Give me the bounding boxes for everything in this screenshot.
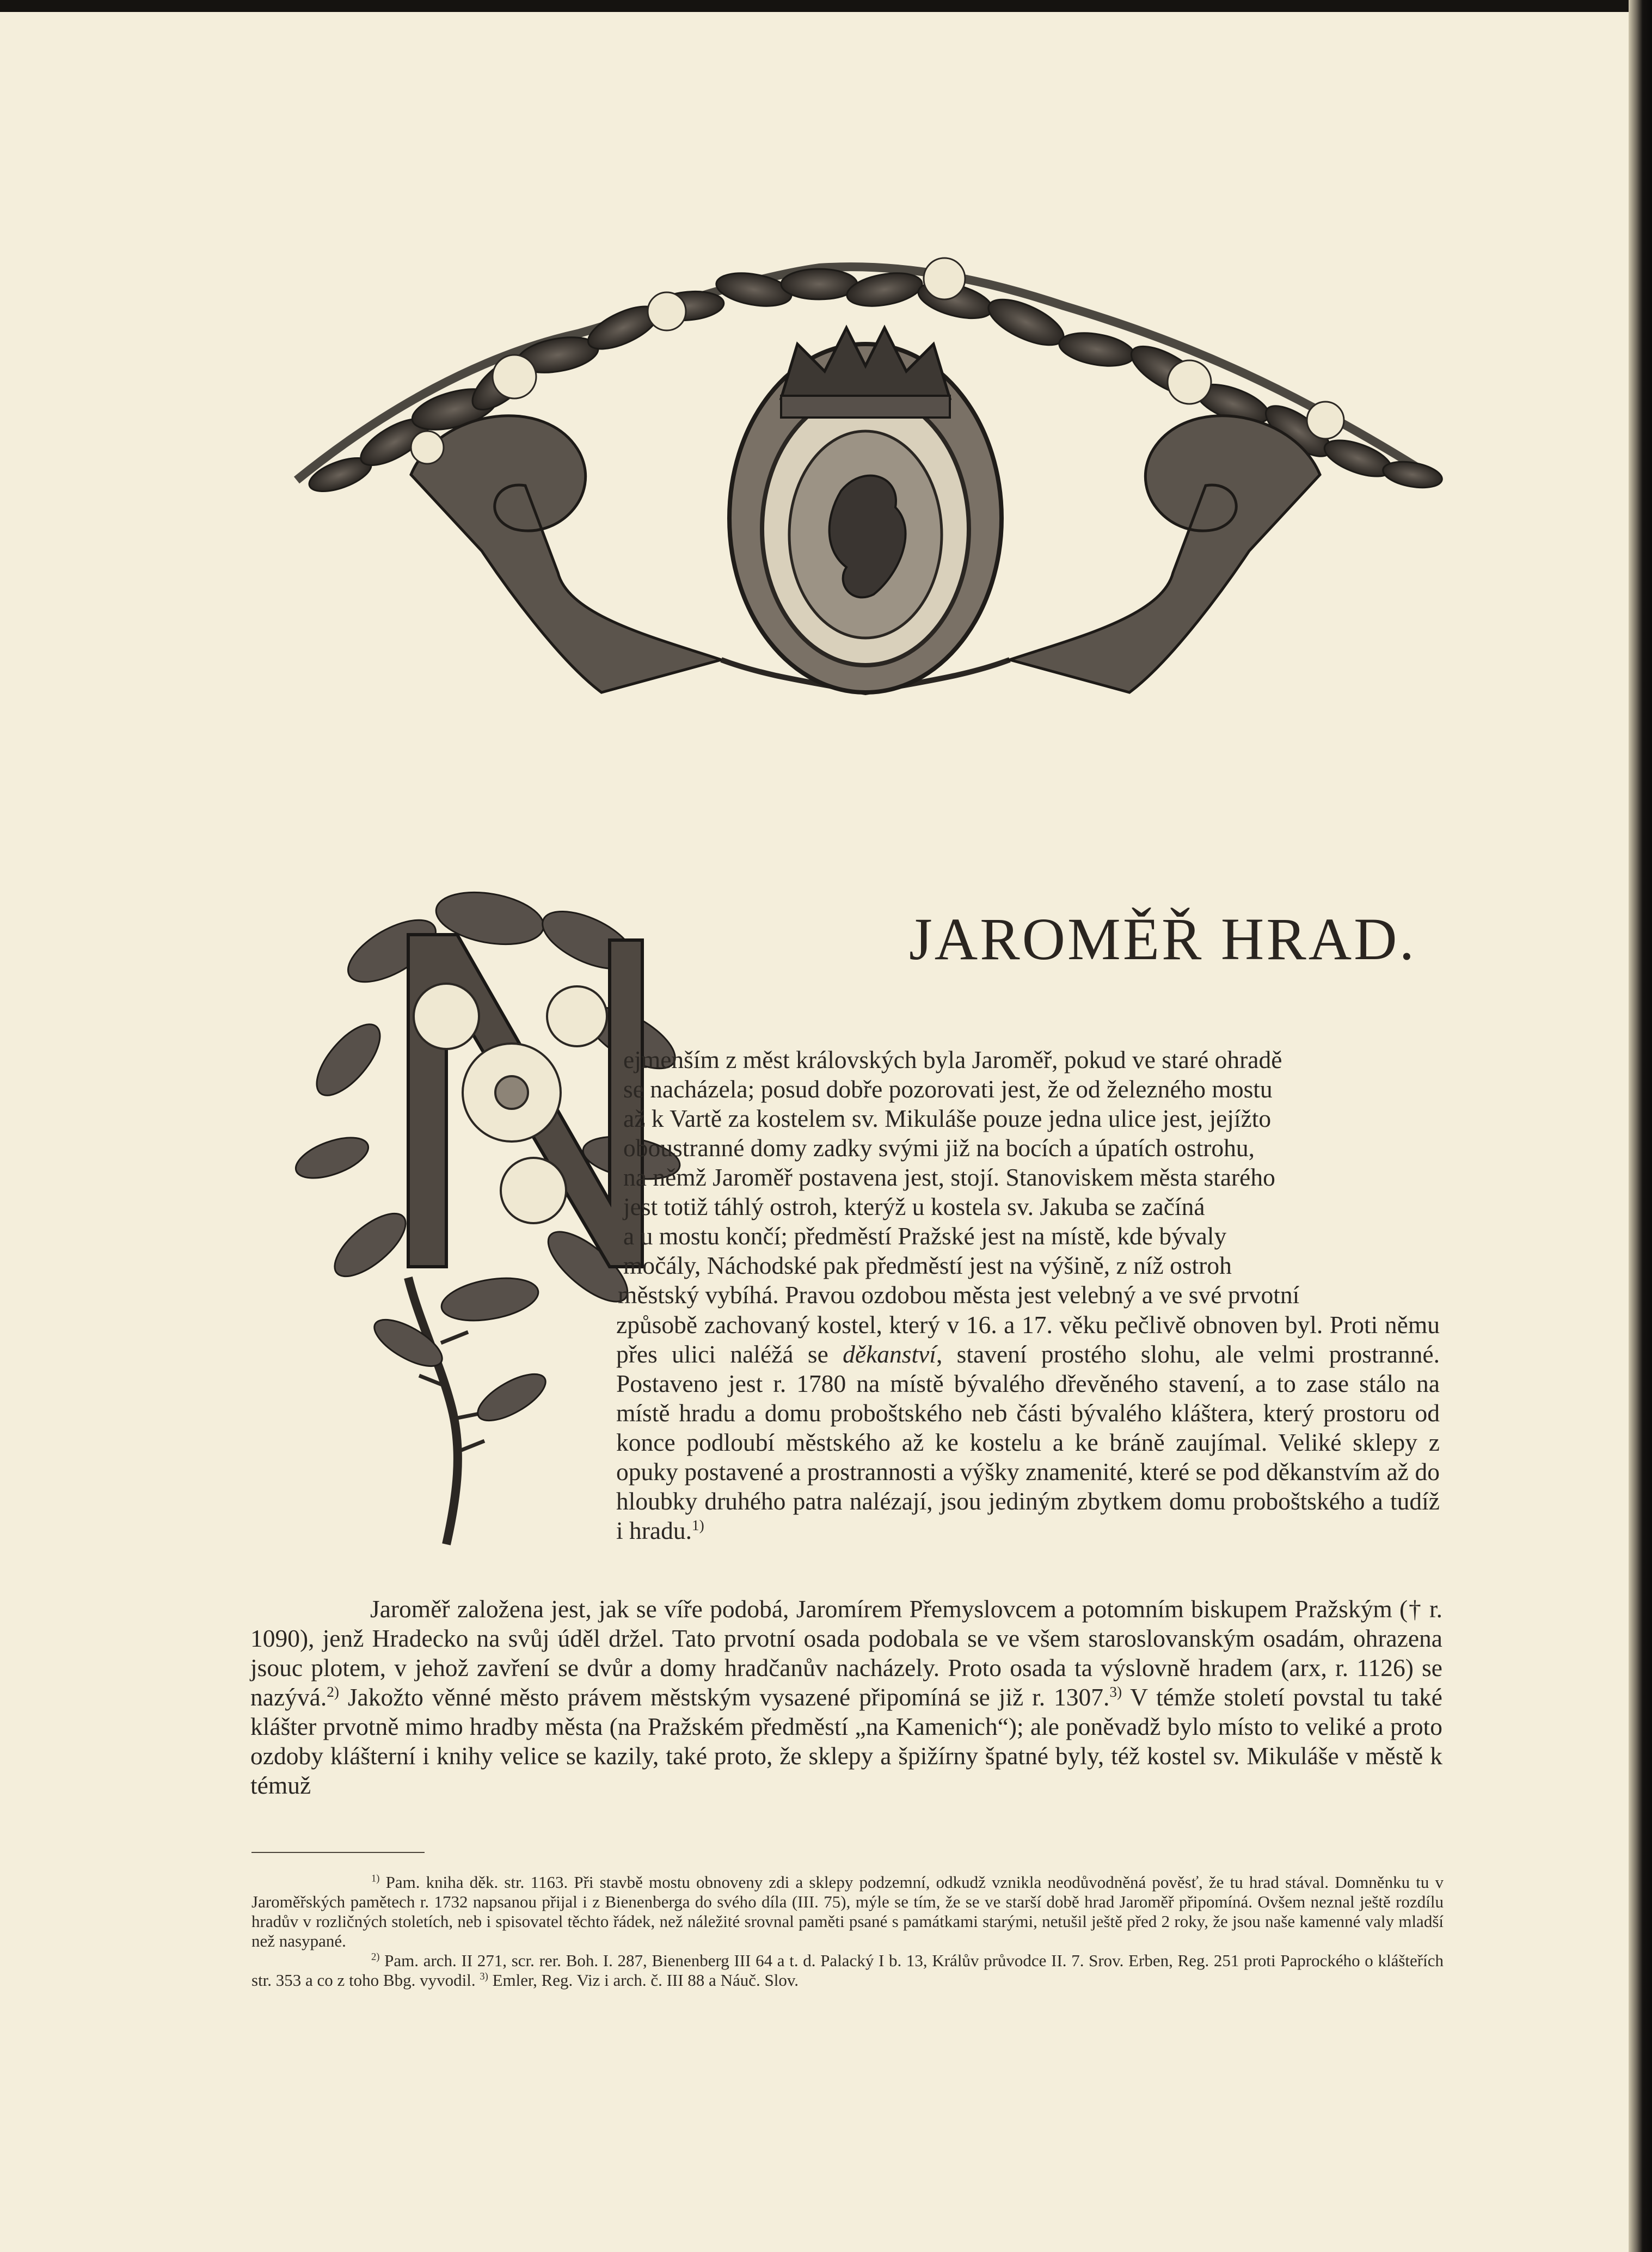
text-line: městský vybíhá. Pravou ozdobou města jest velebný a ve své prvotní — [618, 1281, 1300, 1309]
footnote-mark: 2) — [371, 1951, 380, 1963]
text-line: a u mostu končí; předměstí Pražské jest na místě, kde bývaly — [623, 1222, 1227, 1250]
paragraph-1-opening — [623, 1045, 1440, 1280]
text-line: oboustranné domy zadky svými již na bocích a úpatích ostrohu, — [623, 1134, 1255, 1162]
text-line: se nacházela; posud dobře pozorovati jest, že od železného mostu — [623, 1075, 1273, 1103]
headpiece-ornament-icon — [275, 246, 1456, 763]
text-line: močály, Náchodské pak předměstí jest na výšině, z níž ostroh — [623, 1251, 1232, 1279]
footnote-text: Emler, Reg. Viz i arch. č. III 88 a Náuč. Slov. — [488, 1971, 799, 1990]
paragraph-text: , stavení prostého slohu, ale velmi prostranné. Postaveno jest r. 1780 na místě bývalého dřevěného stavení, a to zase stálo na místě hradu a domu proboštského neb části bývalého kláštera, který prostoru od konce podloubí městského až ke kostelu a ke bráně zaujímal. Veliké sklepy z opuky postavené a prostrannosti a výšky znamenité, které se pod děkanstvím až do hloubky druhého patra nalézají, jsou jediným zbytkem domu proboštského a tudíž i hradu. — [616, 1340, 1440, 1544]
paragraph-1-continuation — [616, 1310, 1440, 1545]
scan-top-edge — [0, 0, 1652, 13]
text-line: ejmenším z měst královských byla Jaroměř, pokud ve staré ohradě — [623, 1046, 1282, 1073]
footnotes — [251, 1873, 1444, 1990]
footnote-2-3 — [251, 1951, 1444, 1990]
footnote-1 — [251, 1873, 1444, 1951]
footnote-mark: 1) — [371, 1873, 380, 1885]
book-page — [0, 12, 1638, 2252]
footnote-divider — [251, 1852, 425, 1853]
emphasized-term: děkanství — [843, 1340, 936, 1368]
footnote-mark: 3) — [480, 1971, 488, 1983]
footnote-ref[interactable]: 2) — [327, 1683, 339, 1700]
scan-right-edge — [1629, 0, 1652, 2252]
footnote-ref[interactable]: 1) — [692, 1517, 704, 1533]
paragraph-text: způsobě zachovaný kostel, který v 16. a 17. věku pečlivě obnoven byl. Proti němu přes ulici naléžá se — [616, 1311, 1440, 1368]
footnote-ref[interactable]: 3) — [1109, 1683, 1122, 1700]
paragraph-text: Jaroměř založena jest, jak se víře podobá, Jaromírem Přemyslovcem a potomním biskupem Pražským († r. 1090), jenž Hradecko na svůj úděl držel. Tato prvotní osada podobala se ve všem staroslovanským osadám, ohrazena jsouc plotem, v jehož zavření se dvůr a domy hradčanův nacházely. Proto osada ta výslovně hradem (arx, r. 1126) se nazývá. — [250, 1595, 1442, 1711]
footnote-text: Pam. arch. II 271, scr. rer. Boh. I. 287, Bienenberg III 64 a t. d. Palacký I b. 13, Králův průvodce II. 7. Srov. Erben, Reg. 251 proti Paprockého o klášteřích str. 353 a co z toho Bbg. vyvodil. — [251, 1951, 1444, 1990]
paragraph-text: V témže století povstal tu také klášter prvotně mimo hradby města (na Pražském předměstí „na Kamenich“); ale poněvadž bylo místo to veliké a proto ozdoby klášterní i knihy velice se kazily, také proto, že sklepy a špižírny špatné byly, též kostel sv. Mikuláše v městě k témuž — [250, 1683, 1442, 1799]
paragraph-2 — [250, 1594, 1442, 1800]
page-title: JAROMĚŘ HRAD. — [909, 906, 1417, 972]
text-line: jest totiž táhlý ostroh, kterýž u kostela sv. Jakuba se začíná — [623, 1193, 1205, 1220]
paragraph-text: Jakožto věnné město právem městským vysazené připomíná se již r. 1307. — [339, 1683, 1110, 1711]
text-line: až k Vartě za kostelem sv. Mikuláše pouze jedna ulice jest, jejížto — [623, 1104, 1272, 1132]
text-line: na němž Jaroměř postavena jest, stojí. Stanoviskem města starého — [623, 1163, 1275, 1191]
footnote-text: Pam. kniha děk. str. 1163. Při stavbě mostu obnoveny zdi a sklepy podzemní, odkudž vznikla neodůvodněná pověsť, že tu hrad stával. Domněnku tu v Jaroměřských pamětech r. 1732 napsanou přijal i z Bienenberga do svého díla (III. 75), mýle se tím, že se ve starší době hrad Jaroměř připomíná. Ovšem neznal ještě rozdílu hradův v rozličných stoletích, neb i spisovatel těchto řádek, než náležité srovnal paměti psané s památkami starými, netušil ještě před 2 roky, že jsou naše kamenné valy mladší než nasypané. — [251, 1873, 1444, 1950]
